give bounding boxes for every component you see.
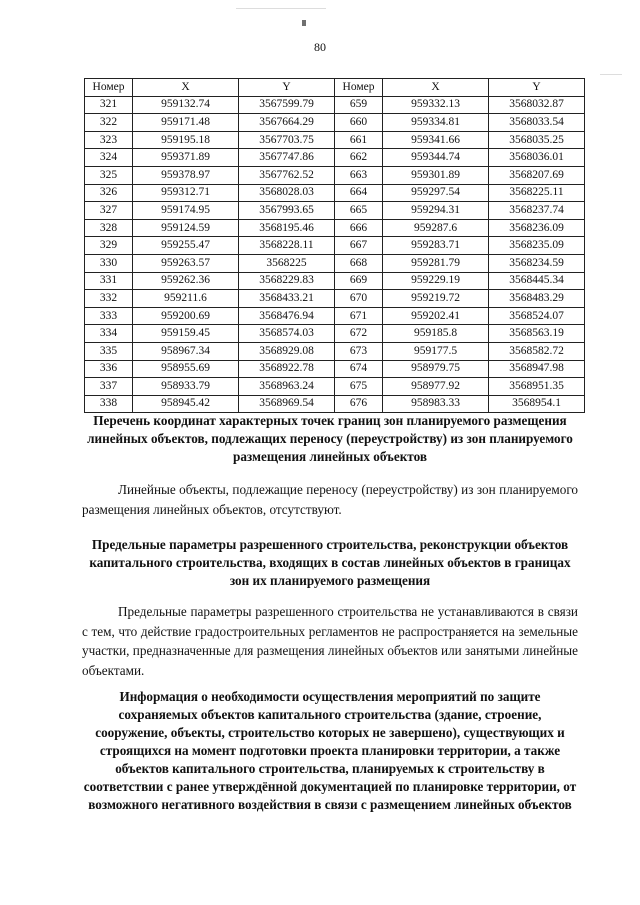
cell-number-right: 665 [335, 202, 383, 220]
cell-y-right: 3568951.35 [489, 378, 585, 396]
cell-y-right: 3568236.09 [489, 219, 585, 237]
cell-y-right: 3568225.11 [489, 184, 585, 202]
cell-number-right: 676 [335, 395, 383, 413]
cell-number-left: 338 [85, 395, 133, 413]
cell-number-left: 332 [85, 290, 133, 308]
scan-noise-right [600, 74, 622, 75]
cell-x-right: 959229.19 [383, 272, 489, 290]
table-row [85, 395, 585, 413]
cell-number-left: 326 [85, 184, 133, 202]
table-row [85, 149, 585, 167]
cell-x-left: 959263.57 [133, 254, 239, 272]
cell-number-right: 670 [335, 290, 383, 308]
cell-number-right: 660 [335, 114, 383, 132]
table-row [85, 184, 585, 202]
table-row [85, 307, 585, 325]
cell-y-right: 3568524.07 [489, 307, 585, 325]
cell-number-right: 662 [335, 149, 383, 167]
cell-x-right: 959297.54 [383, 184, 489, 202]
limits-paragraph: Предельные параметры разрешенного строительства не устанавливаются в связи с тем, что действие градостроительных регламентов не распространяется на земельные участки, предназначенные для размещения линейных объектов или занятыми линейные объектами. [82, 604, 578, 678]
cell-x-right: 959281.79 [383, 254, 489, 272]
cell-x-left: 959255.47 [133, 237, 239, 255]
table-row [85, 96, 585, 114]
cell-x-right: 959287.6 [383, 219, 489, 237]
cell-number-right: 674 [335, 360, 383, 378]
cell-y-right: 3568483.29 [489, 290, 585, 308]
cell-x-left: 959171.48 [133, 114, 239, 132]
header-y-right: Y [489, 79, 585, 97]
protection-section [82, 688, 578, 814]
cell-x-left: 958933.79 [133, 378, 239, 396]
header-number-left: Номер [85, 79, 133, 97]
cell-x-right: 959341.66 [383, 131, 489, 149]
cell-x-right: 959301.89 [383, 166, 489, 184]
cell-number-right: 669 [335, 272, 383, 290]
table-row [85, 254, 585, 272]
transfer-paragraph: Линейные объекты, подлежащие переносу (переустройству) из зон планируемого размещения линейных объектов, отсутствуют. [82, 482, 578, 517]
cell-y-left: 3567762.52 [239, 166, 335, 184]
cell-number-left: 321 [85, 96, 133, 114]
cell-x-left: 959371.89 [133, 149, 239, 167]
cell-y-right: 3568036.01 [489, 149, 585, 167]
cell-y-right: 3568207.69 [489, 166, 585, 184]
cell-x-left: 958955.69 [133, 360, 239, 378]
cell-x-right: 959177.5 [383, 342, 489, 360]
cell-number-right: 673 [335, 342, 383, 360]
cell-number-right: 667 [335, 237, 383, 255]
scan-noise-mark [302, 20, 306, 26]
table-row [85, 325, 585, 343]
cell-x-left: 959211.6 [133, 290, 239, 308]
cell-y-left: 3567599.79 [239, 96, 335, 114]
cell-number-right: 666 [335, 219, 383, 237]
cell-y-left: 3567703.75 [239, 131, 335, 149]
cell-x-right: 958979.75 [383, 360, 489, 378]
table-row [85, 114, 585, 132]
cell-number-right: 663 [335, 166, 383, 184]
cell-number-left: 328 [85, 219, 133, 237]
table-row [85, 219, 585, 237]
cell-number-right: 661 [335, 131, 383, 149]
table-row [85, 290, 585, 308]
cell-number-left: 323 [85, 131, 133, 149]
coordinates-table [84, 78, 585, 413]
cell-number-left: 322 [85, 114, 133, 132]
cell-y-left: 3567993.65 [239, 202, 335, 220]
cell-y-right: 3568035.25 [489, 131, 585, 149]
cell-number-right: 671 [335, 307, 383, 325]
cell-number-left: 330 [85, 254, 133, 272]
cell-y-right: 3568563.19 [489, 325, 585, 343]
table-body [85, 96, 585, 413]
cell-x-right: 959332.13 [383, 96, 489, 114]
cell-number-left: 335 [85, 342, 133, 360]
limits-heading: Предельные параметры разрешенного строительства, реконструкции объектов капитального строительства, входящих в состав линейных объектов в границах зон их планируемого размещения [89, 537, 571, 588]
table-row [85, 202, 585, 220]
cell-x-left: 958967.34 [133, 342, 239, 360]
cell-x-left: 959159.45 [133, 325, 239, 343]
cell-y-left: 3568922.78 [239, 360, 335, 378]
scan-noise-top [236, 8, 326, 9]
transfer-section [82, 412, 578, 466]
cell-number-right: 664 [335, 184, 383, 202]
cell-y-left: 3568433.21 [239, 290, 335, 308]
cell-y-left: 3568476.94 [239, 307, 335, 325]
cell-number-left: 334 [85, 325, 133, 343]
cell-x-right: 959202.41 [383, 307, 489, 325]
limits-text-section [82, 602, 578, 680]
header-x-right: X [383, 79, 489, 97]
cell-x-left: 959378.97 [133, 166, 239, 184]
cell-y-left: 3568929.08 [239, 342, 335, 360]
cell-number-left: 324 [85, 149, 133, 167]
cell-y-left: 3568228.11 [239, 237, 335, 255]
cell-y-right: 3568954.1 [489, 395, 585, 413]
cell-x-left: 959195.18 [133, 131, 239, 149]
cell-x-right: 959344.74 [383, 149, 489, 167]
cell-y-left: 3568195.46 [239, 219, 335, 237]
cell-x-left: 959312.71 [133, 184, 239, 202]
table-row [85, 342, 585, 360]
cell-y-left: 3568969.54 [239, 395, 335, 413]
cell-y-right: 3568032.87 [489, 96, 585, 114]
cell-y-right: 3568947.98 [489, 360, 585, 378]
table-row [85, 131, 585, 149]
cell-x-left: 958945.42 [133, 395, 239, 413]
table-row [85, 166, 585, 184]
cell-y-left: 3568963.24 [239, 378, 335, 396]
cell-number-left: 336 [85, 360, 133, 378]
cell-number-left: 337 [85, 378, 133, 396]
cell-y-left: 3567664.29 [239, 114, 335, 132]
cell-number-right: 672 [335, 325, 383, 343]
cell-y-right: 3568237.74 [489, 202, 585, 220]
limits-section [82, 536, 578, 590]
cell-y-right: 3568445.34 [489, 272, 585, 290]
header-x-left: X [133, 79, 239, 97]
cell-x-left: 959174.95 [133, 202, 239, 220]
cell-x-right: 959334.81 [383, 114, 489, 132]
header-number-right: Номер [335, 79, 383, 97]
cell-x-right: 959294.31 [383, 202, 489, 220]
cell-y-left: 3568028.03 [239, 184, 335, 202]
cell-number-left: 327 [85, 202, 133, 220]
cell-x-left: 959124.59 [133, 219, 239, 237]
cell-number-left: 333 [85, 307, 133, 325]
cell-x-right: 959283.71 [383, 237, 489, 255]
table-row [85, 237, 585, 255]
cell-number-left: 329 [85, 237, 133, 255]
table-row [85, 272, 585, 290]
cell-number-left: 331 [85, 272, 133, 290]
cell-x-left: 959262.36 [133, 272, 239, 290]
cell-x-right: 958983.33 [383, 395, 489, 413]
cell-y-right: 3568234.59 [489, 254, 585, 272]
cell-number-left: 325 [85, 166, 133, 184]
cell-y-left: 3568574.03 [239, 325, 335, 343]
transfer-text-section [82, 480, 578, 519]
cell-y-right: 3568033.54 [489, 114, 585, 132]
cell-y-right: 3568235.09 [489, 237, 585, 255]
cell-x-right: 959185.8 [383, 325, 489, 343]
header-y-left: Y [239, 79, 335, 97]
cell-number-right: 668 [335, 254, 383, 272]
cell-x-left: 959132.74 [133, 96, 239, 114]
cell-y-left: 3567747.86 [239, 149, 335, 167]
table-row [85, 360, 585, 378]
cell-x-right: 958977.92 [383, 378, 489, 396]
transfer-heading: Перечень координат характерных точек границ зон планируемого размещения линейных объектов, подлежащих переносу (переустройству) из зон планируемого размещения линейных объектов [87, 413, 573, 464]
cell-number-right: 675 [335, 378, 383, 396]
table-row [85, 378, 585, 396]
cell-y-right: 3568582.72 [489, 342, 585, 360]
cell-x-left: 959200.69 [133, 307, 239, 325]
table-header-row [85, 79, 585, 97]
cell-number-right: 659 [335, 96, 383, 114]
cell-y-left: 3568225 [239, 254, 335, 272]
protection-heading: Информация о необходимости осуществления мероприятий по защите сохраняемых объектов капитального строительства (здание, строение, сооружение, объекты, строительство которых не завершено), существующих и строящихся на момент подготовки проекта планировки территории, а также объектов капитального строительства, планируемых к строительству в соответствии с ранее утверждённой документацией по планировке территории, от возможного негативного воздействия в связи с размещением линейных объектов [83, 689, 577, 812]
cell-x-right: 959219.72 [383, 290, 489, 308]
cell-y-left: 3568229.83 [239, 272, 335, 290]
page-number: 80 [314, 40, 326, 54]
